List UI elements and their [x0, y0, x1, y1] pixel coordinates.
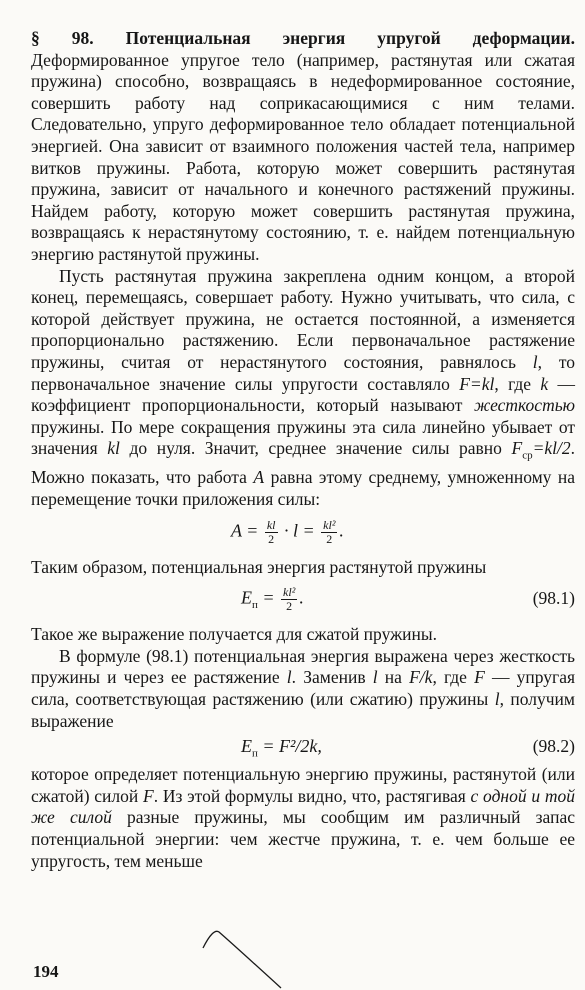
page-number: 194 — [33, 962, 59, 981]
text-column — [31, 28, 575, 872]
pen-mark — [195, 918, 285, 990]
paragraph-1: § 98. Потенциальная энергия упругой деформации. Деформированное упругое тело (например, растянутая или сжатая пружина) способно, возвращаясь в недеформированное состояние, совершить работу над соприкасающимися с ним телами. Следовательно, упруго деформированное тело обладает потенциальной энергией. Она зависит от взаимного положения частей тела, например витков пружины. Работа, которую может совершить растянутая пружина, зависит от начального и конечного растяжений пружины. Найдем работу, которую может совершить растянутая пружина, возвращаясь к нерастянутому состоянию, т. е. найдем потенциальную энергию растянутой пружины. — [31, 28, 575, 264]
paragraph-3: Таким образом, потенциальная энергия растянутой пружины — [31, 556, 487, 577]
formula-work: A = $\frac{kl}{2}$ · l = $\frac{\text{kl²}}{2}$ . — [231, 517, 344, 546]
paragraph-5: В формуле (98.1) потенциальная энергия выражена через жесткость пружины и через ее растяжение l. Заменив l на F/k, где F — упругая сила, соответствующая растяжению (или сжатию) пружины l, получим выражение — [31, 645, 576, 731]
formula-98-1: $E_п$ = $\frac{\text{kl²}}{2}$ . (98.1) — [241, 585, 575, 614]
equation-number: (98.2) — [532, 736, 575, 757]
equation-number: (98.1) — [532, 588, 575, 609]
paragraph-2: Пусть растянутая пружина закреплена одним концом, а второй конец, перемещаясь, совершает работу. Нужно учитывать, что сила, с которой действует пружина, не остается постоянной, а изменяется пропорционально растяжению. Если первоначальное растяжение пружины, считая от нерастянутого состояния, равнялось l, то первоначальное значение силы упругости составляло F=kl, где k — коэффициент пропорциональности, который называют жесткостью пружины. По мере сокращения пружины эта сила линейно убывает от значения kl до нуля. Значит, среднее значение силы равно $F_{ср}=kl/2$. Можно показать, что работа A равна этому среднему, умноженному на перемещение точки приложения силы: — [31, 265, 576, 509]
section-heading: § 98. Потенциальная энергия упругой деформации. — [31, 28, 575, 48]
emphasis-phrase: с одной и той же силой — [31, 785, 575, 828]
paragraph-6: которое определяет потенциальную энергию пружины, растянутой (или сжатой) силой F. Из этой формулы видно, что, растягивая с одной и той же силой разные пружины, мы сообщим им различный запас потенциальной энергии: чем жестче пружина, т. е. чем больше ее упругость, тем меньше — [31, 764, 575, 871]
term-stiffness: жесткостью — [474, 395, 576, 416]
formula-98-2: $E_п = F^2/2k$, (98.2) — [241, 736, 575, 760]
paragraph-4: Такое же выражение получается для сжатой пружины. — [31, 624, 438, 645]
